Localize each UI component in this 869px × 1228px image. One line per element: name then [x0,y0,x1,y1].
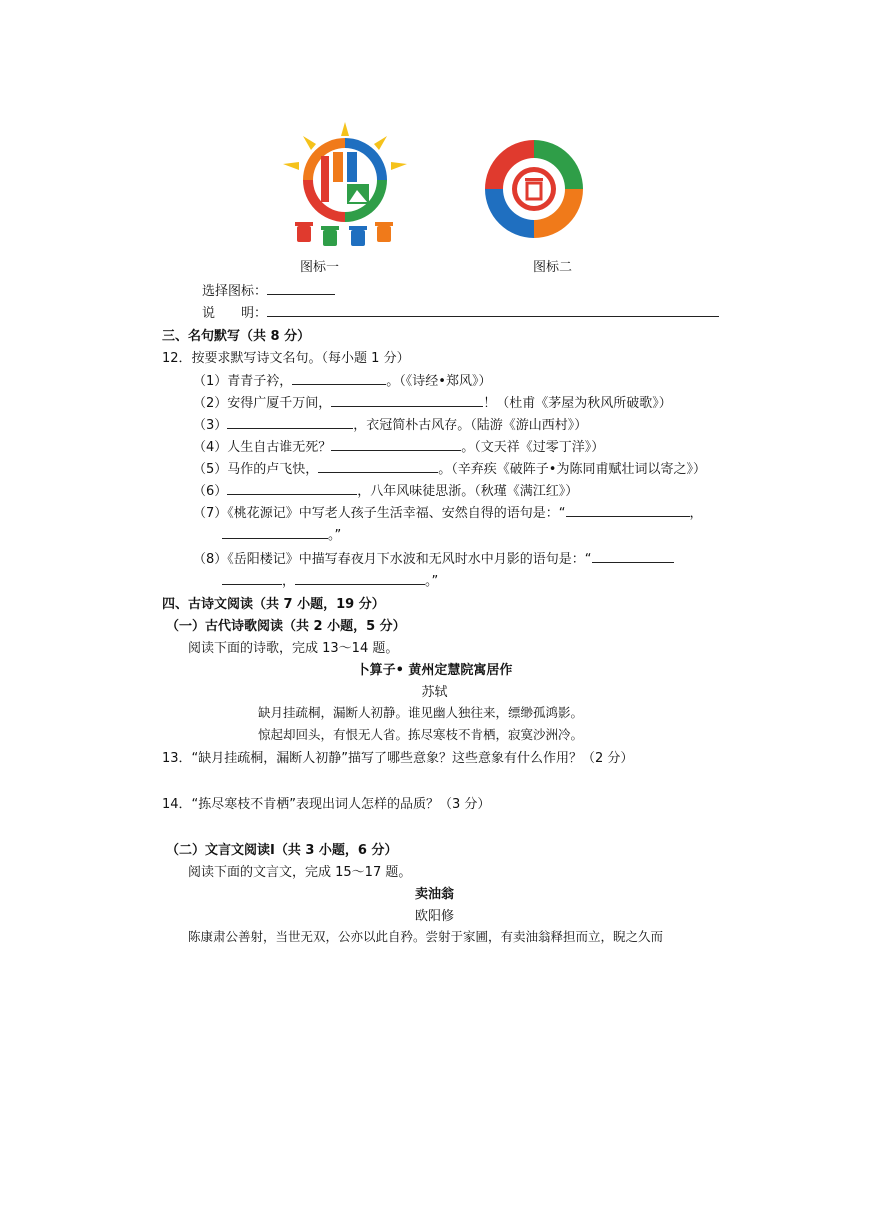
recite-blank[interactable] [292,372,386,385]
recite-blank[interactable] [592,550,674,563]
recite-blank[interactable] [566,504,690,517]
recite-blank[interactable] [227,416,353,429]
recite-item-5: （5）马作的卢飞快， 。（辛弃疾《破阵子•为陈同甫赋壮词以寄之》） [193,462,706,477]
logo-one-image [283,122,407,250]
text-line-1: 陈康肃公善射，当世无双，公亦以此自矜。尝射于家圃，有卖油翁释担而立，睨之久而 [188,929,664,944]
recite-item-3: （3） ，衣冠简朴古风存。（陆游《游山西村》） [193,418,588,433]
logo-two-caption: 图标二 [533,260,573,275]
question-thirteen: 13．“缺月挂疏桐，漏断人初静”描写了哪些意象？这些意象有什么作用？（2 分） [162,751,634,766]
text-author: 欧阳修 [414,909,454,924]
recite-blank[interactable] [222,526,328,539]
logo-two-image [479,134,589,244]
recite-item-7: （7）《桃花源记》中写老人孩子生活幸福、安然自得的语句是：“ ， [193,506,703,521]
part-two-intro: 阅读下面的文言文，完成 15～17 题。 [188,865,412,880]
poem-title: 卜算子• 黄州定慧院寓居作 [356,663,513,678]
part-one-intro: 阅读下面的诗歌，完成 13～14 题。 [188,641,399,656]
recite-item-8: （8）《岳阳楼记》中描写春夜月下水波和无风时水中月影的语句是：“ [193,548,674,567]
question-fourteen: 14．“拣尽寒枝不肯栖”表现出词人怎样的品质？（3 分） [162,797,491,812]
text-title: 卖油翁 [414,887,454,902]
choose-logo-row [202,280,335,299]
part-one-title: （一）古代诗歌阅读（共 2 小题，5 分） [166,619,406,634]
section-three-title: 三、名句默写（共 8 分） [162,329,311,344]
recite-blank[interactable] [331,438,461,451]
trash-bins [295,222,393,246]
choose-logo-label: 选择图标： [202,284,268,299]
recite-item-8-cont: ， 。” [222,570,438,589]
explain-row [202,302,719,321]
explain-blank[interactable] [267,304,719,317]
poem-line-1: 缺月挂疏桐，漏断人初静。谁见幽人独往来，缥缈孤鸿影。 [258,705,584,720]
recite-item-1: （1）青青子衿， 。（《诗经•郑风》） [193,374,492,389]
choose-logo-blank[interactable] [267,282,335,295]
recite-item-4: （4）人生自古谁无死？ 。（文天祥《过零丁洋》） [193,440,605,455]
recite-item-6: （6） ，八年风味徒思浙。（秋瑾《满江红》） [193,484,579,499]
recite-item-7-cont: 。” [222,524,341,543]
recite-blank[interactable] [318,460,438,473]
section-four-title: 四、古诗文阅读（共 7 小题，19 分） [162,597,385,612]
explain-label: 说 明： [202,306,268,321]
poem-author: 苏轼 [421,685,448,700]
logo-one-caption: 图标一 [300,260,340,275]
recite-item-2: （2）安得广厦千万间， ！（杜甫《茅屋为秋风所破歌》） [193,396,672,411]
recite-blank[interactable] [331,394,483,407]
recite-blank[interactable] [227,482,357,495]
poem-line-2: 惊起却回头，有恨无人省。拣尽寒枝不肯栖，寂寞沙洲冷。 [258,727,584,742]
recite-blank[interactable] [222,572,282,585]
question-twelve: 12．按要求默写诗文名句。（每小题 1 分） [162,351,410,366]
recite-blank[interactable] [295,572,425,585]
part-two-title: （二）文言文阅读Ⅰ（共 3 小题，6 分） [166,843,398,858]
